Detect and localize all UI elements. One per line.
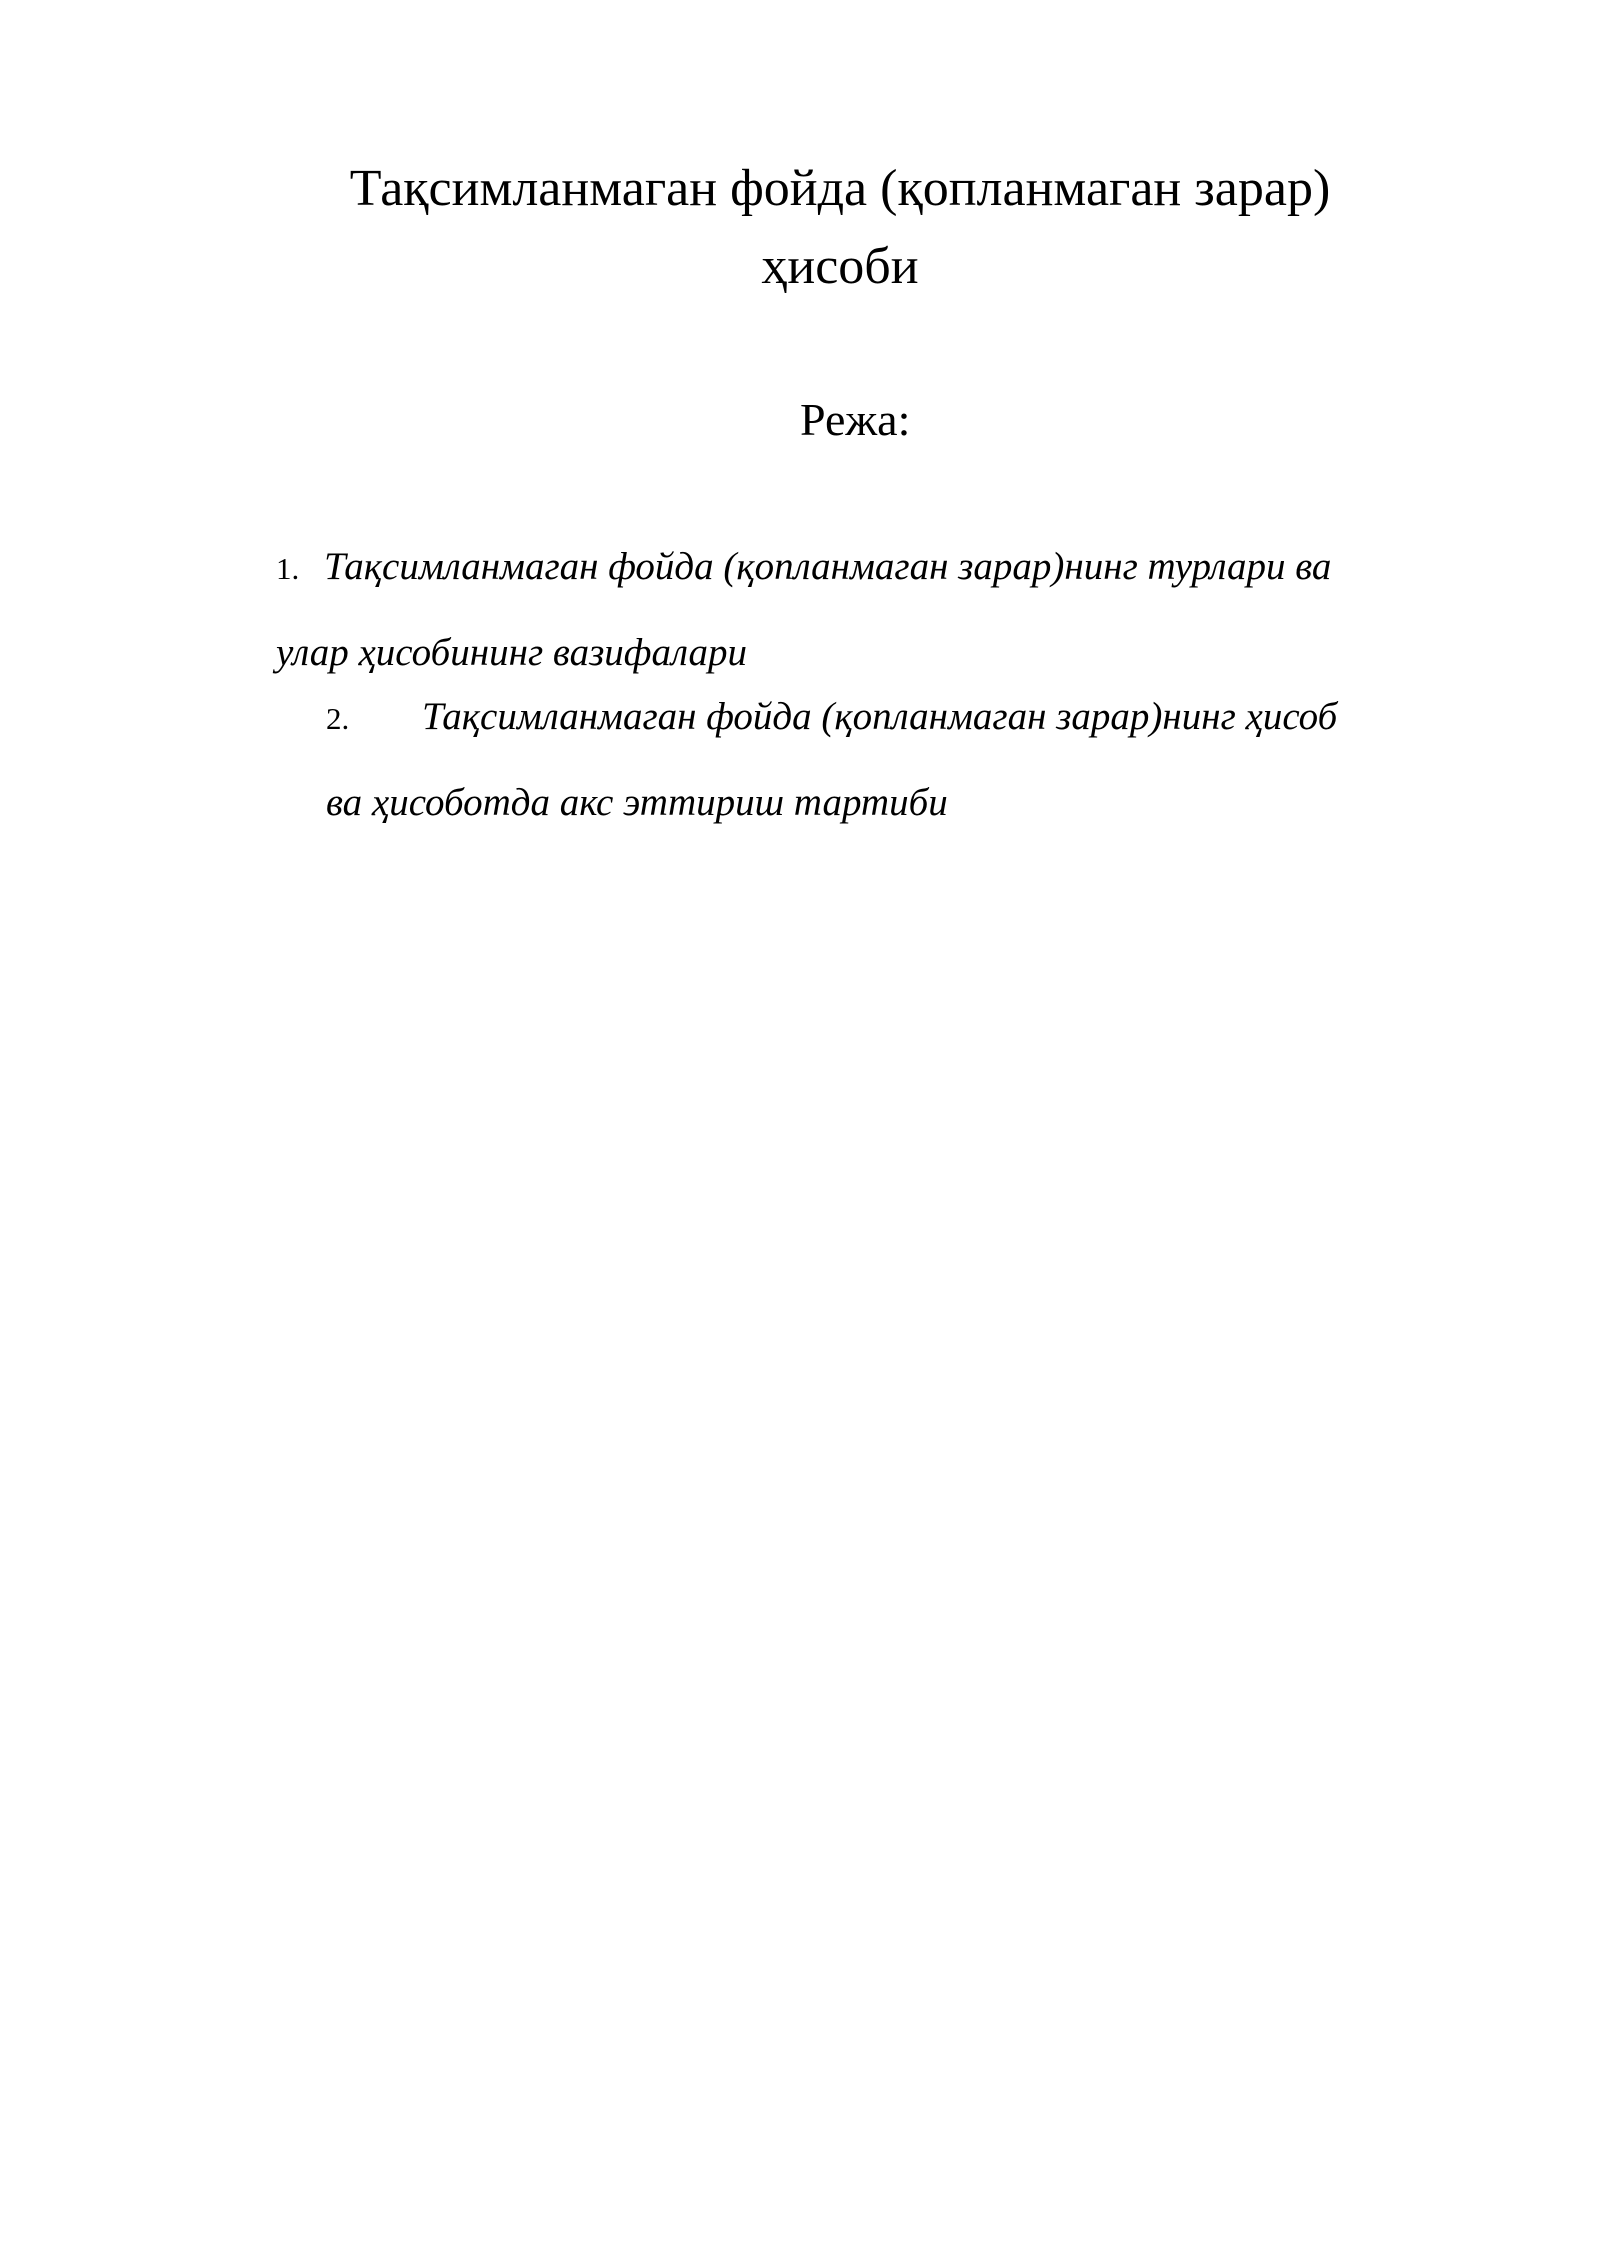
plan-item-number: 2. [326,701,350,736]
plan-heading: Режа: [800,394,911,445]
plan-item-1 [276,525,1456,695]
title-line-1: Тақсимланмаган фойда (қопланмаган зарар) [349,160,1331,217]
plan-item-text-line-1: Тақсимланмаган фойда (қопланмаган зарар)нинг турлари ва [324,545,1332,588]
plan-item-2 [326,675,1456,845]
title-line-2: ҳисоби [761,238,919,295]
plan-item-number: 1. [276,551,300,586]
plan-item-text-line-2: улар ҳисобининг вазифалари [276,631,747,674]
document-title [240,150,1440,306]
plan-item-text-line-1: Тақсимланмаган фойда (қопланмаган зарар)нинг ҳисоб [422,695,1338,738]
plan-item-text-line-2: ва ҳисоботда акс эттириш тартиби [326,781,948,824]
